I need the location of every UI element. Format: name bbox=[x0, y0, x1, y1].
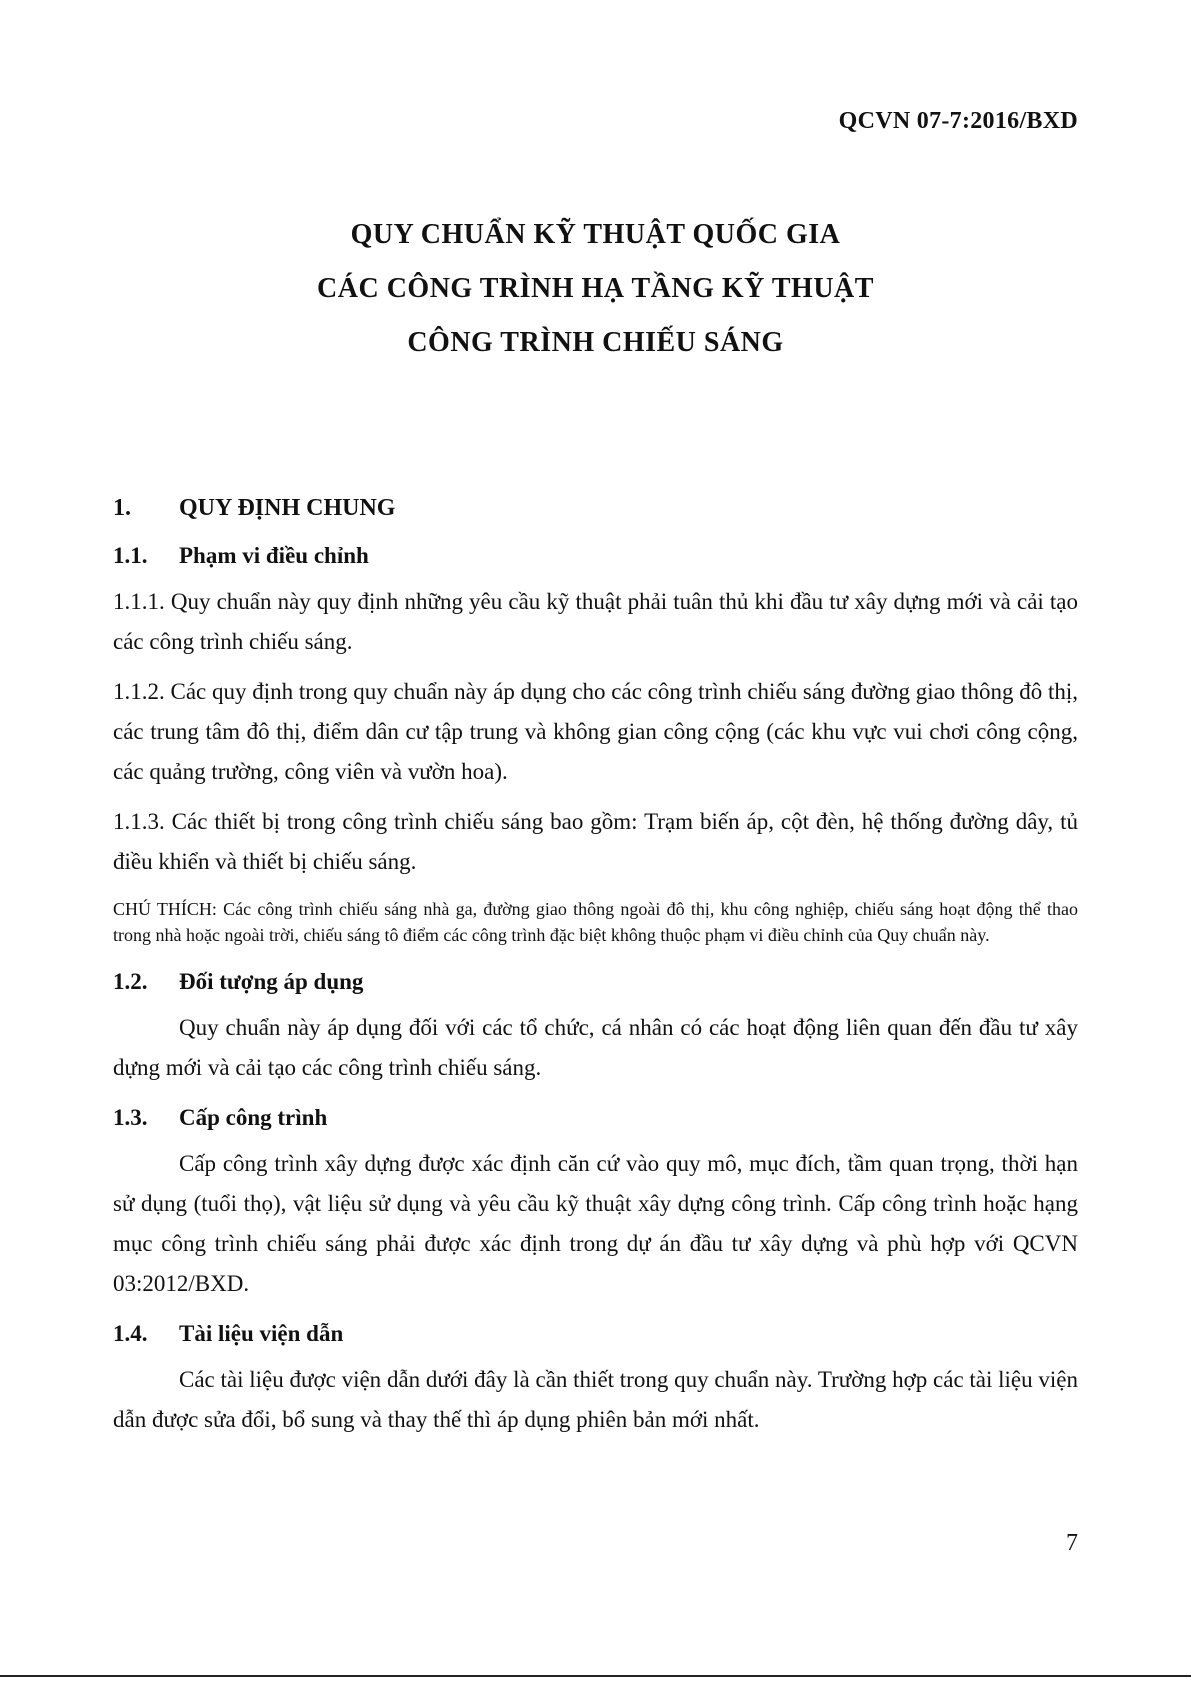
section-title: Phạm vi điều chỉnh bbox=[179, 543, 369, 568]
paragraph-1-3: Cấp công trình xây dựng được xác định căn cứ vào quy mô, mục đích, tầm quan trọng, thời hạn sử dụng (tuổi thọ), vật liệu sử dụng và yêu cầu kỹ thuật xây dựng công trình. Cấp công trình hoặc hạng mục công trình chiếu sáng phải được xác định trong dự án đầu tư xây dựng và phù hợp với QCVN 03:2012/BXD. bbox=[113, 1151, 1078, 1296]
paragraph-1-1-3: 1.1.3. Các thiết bị trong công trình chiếu sáng bao gồm: Trạm biến áp, cột đèn, hệ thống đường dây, tủ điều khiển và thiết bị chiếu sáng. bbox=[113, 809, 1078, 874]
section-number: 1.1. bbox=[113, 543, 148, 568]
section-1-4-heading bbox=[113, 1314, 1078, 1354]
title-line-2: CÁC CÔNG TRÌNH HẠ TẦNG KỸ THUẬT bbox=[317, 273, 874, 304]
note-paragraph: CHÚ THÍCH: Các công trình chiếu sáng nhà ga, đường giao thông ngoài đô thị, khu công nghiệp, chiếu sáng hoạt động thể thao trong nhà hoặc ngoài trời, chiếu sáng tô điểm các công trình đặc biệt không thuộc phạm vi điều chỉnh của Quy chuẩn này. bbox=[113, 899, 1078, 945]
paragraph-1-2: Quy chuẩn này áp dụng đối với các tổ chức, cá nhân có các hoạt động liên quan đến đầu tư xây dựng mới và cải tạo các công trình chiếu sáng. bbox=[113, 1015, 1078, 1080]
section-number: 1. bbox=[113, 495, 131, 521]
section-number: 1.3. bbox=[113, 1105, 148, 1130]
document-body bbox=[113, 488, 1078, 1450]
section-number: 1.2. bbox=[113, 969, 148, 994]
section-title: QUY ĐỊNH CHUNG bbox=[179, 495, 396, 521]
title-line-3: CÔNG TRÌNH CHIẾU SÁNG bbox=[407, 327, 784, 358]
section-number: 1.4. bbox=[113, 1321, 148, 1346]
section-1-1-heading bbox=[113, 536, 1078, 576]
section-title: Tài liệu viện dẫn bbox=[179, 1321, 344, 1346]
section-title: Đối tượng áp dụng bbox=[179, 969, 364, 994]
title-line-1: QUY CHUẨN KỸ THUẬT QUỐC GIA bbox=[350, 219, 841, 250]
bottom-divider bbox=[0, 1675, 1191, 1677]
section-1-3-heading bbox=[113, 1098, 1078, 1138]
document-code: QCVN 07-7:2016/BXD bbox=[838, 108, 1078, 134]
paragraph-1-1-1: 1.1.1. Quy chuẩn này quy định những yêu cầu kỹ thuật phải tuân thủ khi đầu tư xây dựng mới và cải tạo các công trình chiếu sáng. bbox=[113, 589, 1078, 654]
paragraph-1-4: Các tài liệu được viện dẫn dưới đây là cần thiết trong quy chuẩn này. Trường hợp các tài liệu viện dẫn được sửa đổi, bổ sung và thay thế thì áp dụng phiên bản mới nhất. bbox=[113, 1367, 1078, 1432]
section-1-2-heading bbox=[113, 962, 1078, 1002]
paragraph-1-1-2: 1.1.2. Các quy định trong quy chuẩn này áp dụng cho các công trình chiếu sáng đường giao thông đô thị, các trung tâm đô thị, điểm dân cư tập trung và không gian công cộng (các khu vực vui chơi công cộng, các quảng trường, công viên và vườn hoa). bbox=[113, 679, 1078, 784]
page-number: 7 bbox=[1066, 1530, 1078, 1556]
section-1-heading bbox=[113, 488, 1078, 528]
document-title bbox=[0, 208, 1191, 370]
section-title: Cấp công trình bbox=[179, 1105, 328, 1130]
